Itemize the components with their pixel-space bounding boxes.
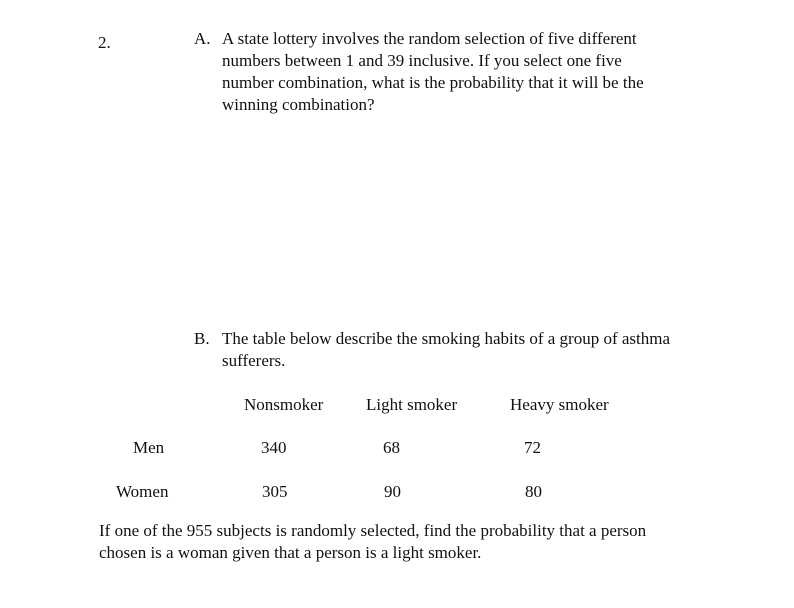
part-a-line: winning combination? <box>222 95 375 114</box>
column-header-heavy-smoker: Heavy smoker <box>510 395 609 414</box>
part-a-line: numbers between 1 and 39 inclusive. If you select one five <box>222 51 622 70</box>
row-label-women: Women <box>116 482 169 501</box>
cell-men-heavy-smoker: 72 <box>524 438 541 457</box>
part-a-question <box>222 28 692 116</box>
part-b-description <box>222 328 670 372</box>
part-a-letter: A. <box>194 29 211 48</box>
part-b-line: The table below describe the smoking habits of a group of asthma <box>222 329 671 348</box>
cell-men-light-smoker: 68 <box>383 438 400 457</box>
row-label-men: Men <box>133 438 165 457</box>
followup-line: chosen is a woman given that a person is a light smoker. <box>99 543 482 562</box>
followup-line: If one of the 955 subjects is randomly selected, find the probability that a person <box>99 521 647 540</box>
part-b-line: sufferers. <box>222 351 286 370</box>
cell-women-heavy-smoker: 80 <box>525 482 542 501</box>
cell-women-nonsmoker: 305 <box>262 482 288 501</box>
column-header-nonsmoker: Nonsmoker <box>244 395 324 414</box>
problem-number: 2. <box>98 33 111 52</box>
cell-women-light-smoker: 90 <box>384 482 401 501</box>
part-b-letter: B. <box>194 329 210 348</box>
cell-men-nonsmoker: 340 <box>261 438 287 457</box>
part-a-line: A state lottery involves the random selection of five different <box>222 29 637 48</box>
part-a-line: number combination, what is the probability that it will be the <box>222 73 644 92</box>
followup-question <box>99 520 646 564</box>
column-header-light-smoker: Light smoker <box>366 395 458 414</box>
